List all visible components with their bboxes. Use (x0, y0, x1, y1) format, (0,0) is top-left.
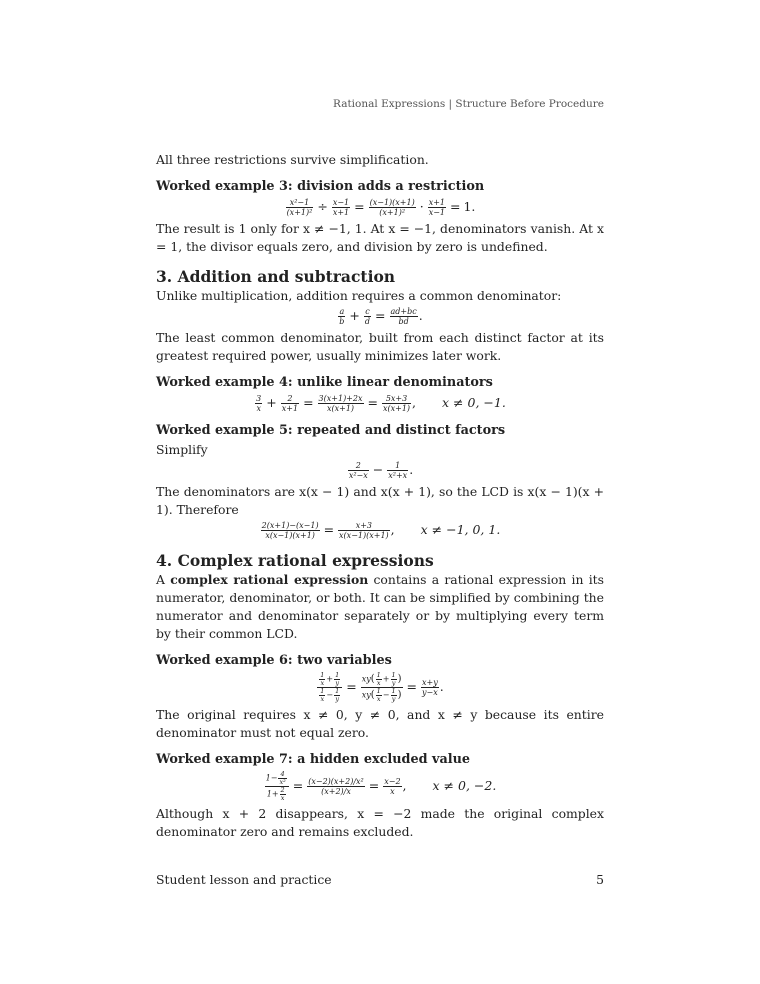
section-4-intro: A complex rational expression contains a rational expression in its numerator, denominator, or both. It can be simplified by combining the numerator and denominator separately or by multiplying every term by their common LCD. (156, 572, 605, 641)
example-4-title: Worked example 4: unlike linear denominators (156, 375, 493, 390)
example-6-equation: $\frac{1}{x}$ + $\frac{1}{y}$ $\frac{1}{x}$ − $\frac{1}{y}$ = xy( $\frac{1}{x}$ + $\frac{1}{y}$ ) xy( $\frac{1}{x}$ − $\frac{1}{y}$ ) = $\frac{x+y}{y-x}$ . (156, 672, 604, 703)
section-3-intro: Unlike multiplication, addition requires a common denominator: (156, 288, 562, 303)
section-3-equation: $\frac{a}{b}$ + $\frac{c}{d}$ = $\frac{ad+bc}{bd}$ . (339, 307, 423, 326)
footer-label: Student lesson and practice (156, 872, 332, 887)
example-4-equation: $\frac{3}{x}$ + $\frac{2}{x+1}$ = $\frac{3(x+1)+2x}{x(x+1)}$ = $\frac{5x+3}{x(x+1)}$ , x ≠ 0, −1. (256, 394, 506, 413)
example-7-title: Worked example 7: a hidden excluded value (156, 752, 471, 767)
section-3-after: The least common denominator, built from each distinct factor at its greatest required power, usually minimizes later work. (156, 330, 604, 363)
running-header: Rational Expressions | Structure Before Procedure (333, 98, 604, 110)
intro-text: All three restrictions survive simplification. (156, 152, 429, 167)
example-7-equation: 1− $\frac{4}{\text{x²}}$ 1+ $\frac{2}{x}$ = $\frac{\text{(x−2)(x+2)/x²}}{(x+2)/x}$ = $\frac{x-2}{x}$ , x ≠ 0, −2. (265, 770, 497, 802)
page-number: 5 (596, 872, 604, 887)
example-7-note: Although x + 2 disappears, x = −2 made the original complex denominator zero and remains excluded. (156, 806, 604, 839)
example-5-lead: Simplify (156, 442, 208, 457)
example-3-title: Worked example 3: division adds a restriction (156, 179, 485, 194)
page (156, 0, 604, 984)
section-3-title: 3. Addition and subtraction (156, 267, 396, 286)
main-content (156, 151, 604, 841)
example-3-equation: $\frac{\text{x²−1}}{\text{(x+1)²}}$ ÷ $\frac{x-1}{x+1}$ = $\frac{(x-1)(x+1)}{\text{(x+1)²}}$ · $\frac{x+1}{x-1}$ = 1. (286, 198, 476, 217)
example-3-note: The result is 1 only for x ≠ −1, 1. At x = −1, denominators vanish. At x = 1, the divisor equals zero, and division by zero is undefined. (156, 221, 604, 254)
example-5-equation-2: $\frac{2(x+1)-(x-1)}{x(x-1)(x+1)}$ = $\frac{x+3}{x(x-1)(x+1)}$ , x ≠ −1, 0, 1. (261, 521, 501, 540)
example-6-note: The original requires x ≠ 0, y ≠ 0, and x ≠ y because its entire denominator must not equal zero. (156, 707, 604, 740)
section-4-title: 4. Complex rational expressions (156, 551, 434, 570)
example-5-mid: The denominators are x(x − 1) and x(x + 1), so the LCD is x(x − 1)(x + 1). Therefore (156, 484, 604, 517)
term-complex-rational-expression: complex rational expression (170, 572, 369, 587)
example-5-title: Worked example 5: repeated and distinct factors (156, 423, 506, 438)
example-5-equation-1: $\frac{2}{\text{x²−x}}$ − $\frac{1}{\text{x²+x}}$ . (348, 461, 414, 480)
example-6-title: Worked example 6: two variables (156, 653, 392, 668)
